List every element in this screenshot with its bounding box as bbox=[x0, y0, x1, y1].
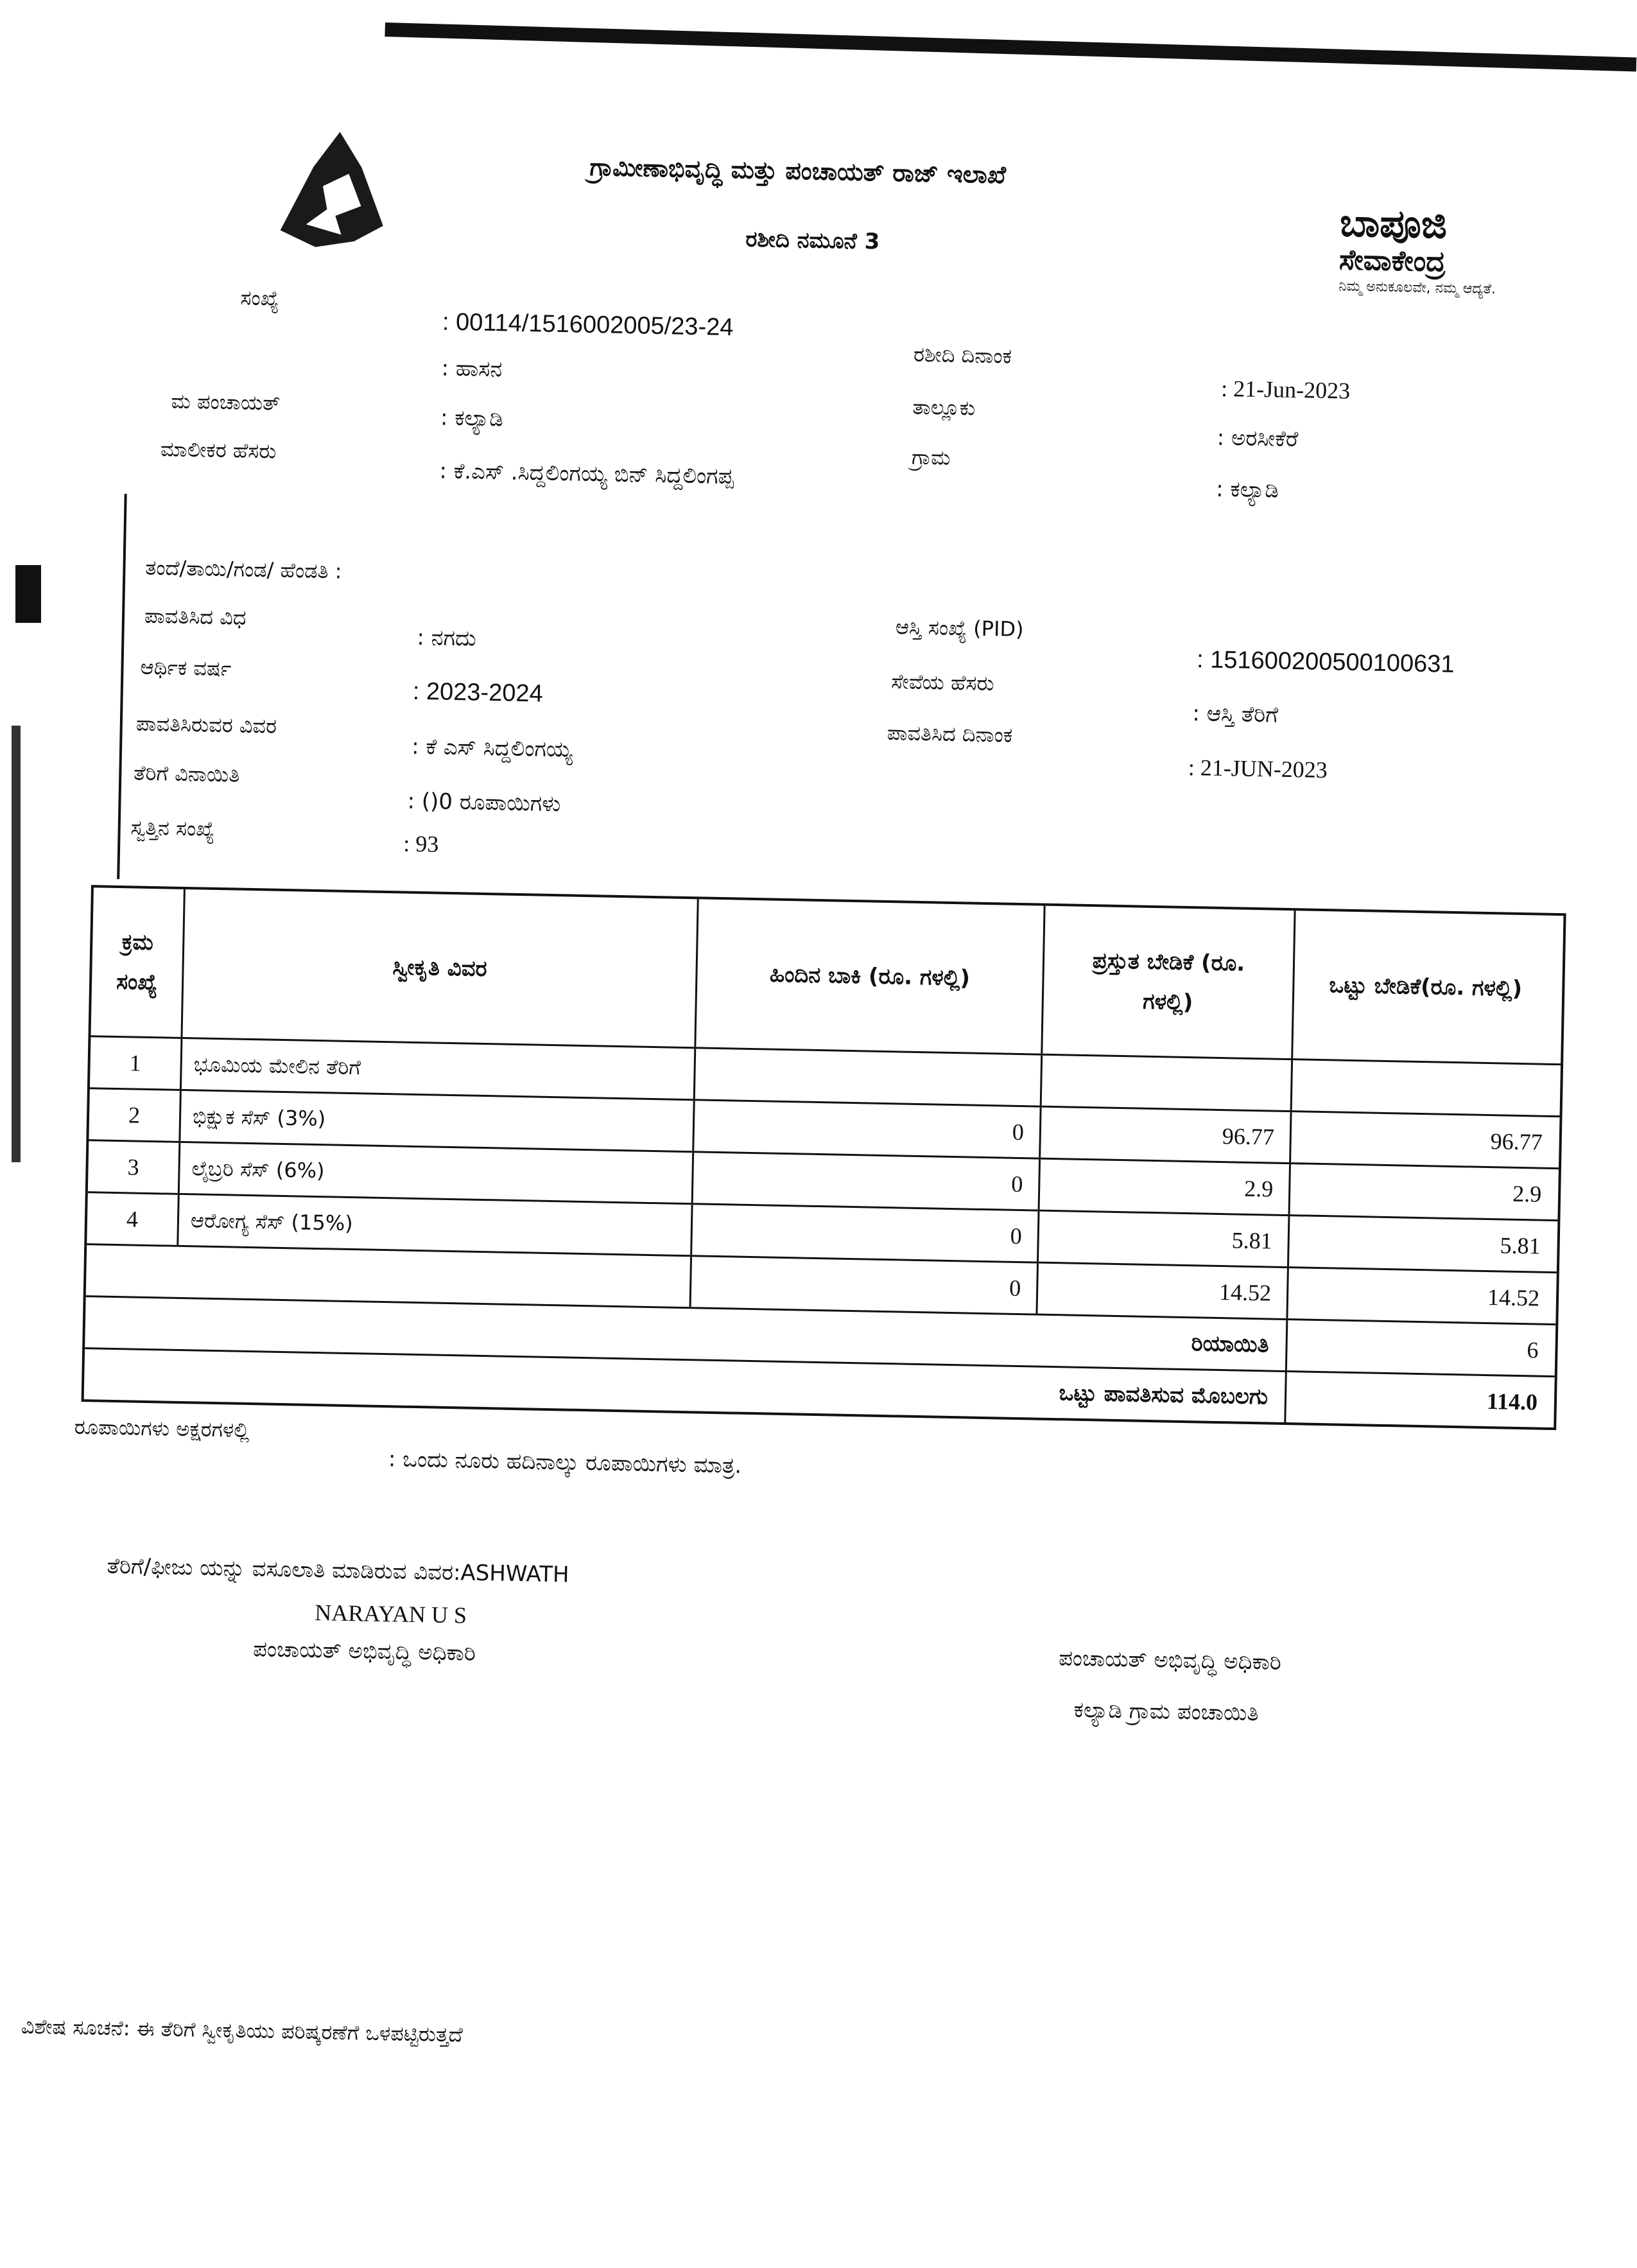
collector-details: ತೆರಿಗೆ/ಫೀಜು ಯನ್ನು ವಸೂಲಾತಿ ಮಾಡಿರುವ ವಿವರ:ASHWATH bbox=[107, 1553, 569, 1588]
service-name-value: : ಆಸ್ತಿ ತೆರಿಗೆ bbox=[1192, 701, 1279, 728]
header-serial-no: ಕ್ರಮ ಸಂಖ್ಯೆ bbox=[116, 929, 158, 996]
special-note: ವಿಶೇಷ ಸೂಚನೆ: ಈ ತೆರಿಗೆ ಸ್ವೀಕೃತಿಯು ಪರಿಷ್ಕರಣೆಗೆ ಒಳಪಟ್ಟಿರುತ್ತದೆ bbox=[21, 2014, 463, 2047]
signatory-designation: ಪಂಚಾಯತ್ ಅಭಿವೃದ್ಧಿ ಅಧಿಕಾರಿ bbox=[1058, 1645, 1282, 1675]
property-number-label: ಸ್ವತ್ತಿನ ಸಂಖ್ಯೆ bbox=[130, 815, 215, 841]
row-description: ಭಿಕ್ಷುಕ ಸೆಸ್ (3%) bbox=[178, 1091, 693, 1151]
collector-name: NARAYAN U S bbox=[314, 1600, 467, 1628]
taluk-label: ತಾಲ್ಲೂಕು bbox=[912, 394, 976, 421]
grand-total-label: ಒಟ್ಟು ಪಾವತಿಸುವ ಮೊಬಲಗು bbox=[1059, 1380, 1269, 1410]
row-description: ಆರೋಗ್ಯ ಸೆಸ್ (15%) bbox=[177, 1195, 691, 1255]
row-total-demand: 5.81 bbox=[1287, 1216, 1552, 1271]
row-description: ಲೈಬ್ರರಿ ಸೆಸ್ (6%) bbox=[178, 1143, 692, 1203]
property-number-value: : 93 bbox=[403, 830, 439, 857]
header-current-demand: ಪ್ರಸ್ತುತ ಬೇಡಿಕೆ (ರೂ. ಗಳಲ್ಲಿ) bbox=[1041, 906, 1294, 1058]
discount-label: ರಿಯಾಯಿತಿ bbox=[1191, 1330, 1269, 1358]
receipt-date-value: : 21-Jun-2023 bbox=[1220, 375, 1351, 404]
subtotal-previous-balance: 0 bbox=[689, 1257, 1037, 1313]
header-total-demand: ಒಟ್ಟು ಬೇಡಿಕೆ(ರೂ. ಗಳಲ್ಲಿ) bbox=[1291, 911, 1558, 1063]
emblem-icon bbox=[277, 128, 388, 252]
pid-label: ಆಸ್ತಿ ಸಂಖ್ಯೆ (PID) bbox=[895, 615, 1024, 641]
department-title: ಗ್ರಾಮೀಣಾಭಿವೃದ್ಧಿ ಮತ್ತು ಪಂಚಾಯತ್ ರಾಜ್ ಇಲಾಖೆ bbox=[589, 152, 1007, 189]
header-description: ಸ್ವೀಕೃತಿ ವಿವರ bbox=[180, 889, 697, 1047]
row-previous-balance bbox=[693, 1049, 1041, 1105]
receipt-table bbox=[82, 885, 1566, 1430]
pid-value: : 151600200500100631 bbox=[1196, 646, 1455, 678]
grand-total-value: 114.0 bbox=[1284, 1372, 1549, 1427]
tax-exemption-value: : ()0 ರೂಪಾಯಿಗಳು bbox=[407, 788, 561, 817]
row-serial-no: 3 bbox=[127, 1154, 139, 1180]
row-previous-balance: 0 bbox=[690, 1205, 1037, 1261]
village-label: ಗ್ರಾಮ bbox=[911, 444, 951, 470]
financial-year-label: ಆರ್ಥಿಕ ವರ್ಷ bbox=[140, 654, 232, 681]
row-total-demand: 2.9 bbox=[1288, 1164, 1554, 1219]
subtotal-current-demand: 14.52 bbox=[1035, 1264, 1286, 1318]
logo-subtitle: ಸೇವಾಕೇಂದ್ರ bbox=[1338, 243, 1446, 279]
signatory-office: ಕಲ್ಯಾಡಿ ಗ್ರಾಮ ಪಂಚಾಯಿತಿ bbox=[1073, 1697, 1259, 1727]
sankhye-value: : 00114/1516002005/23-24 bbox=[442, 308, 734, 342]
financial-year-value: : 2023-2024 bbox=[412, 677, 544, 708]
form-title: ರಶೀದಿ ನಮೂನೆ 3 bbox=[745, 226, 880, 255]
row-serial-no: 4 bbox=[126, 1206, 139, 1232]
row-previous-balance: 0 bbox=[692, 1101, 1039, 1157]
section-border bbox=[117, 494, 127, 879]
gram-panchayat-value: : ಕಲ್ಯಾಡಿ bbox=[440, 405, 504, 432]
payment-mode-value: : ನಗದು bbox=[417, 624, 477, 652]
owner-name-value: : ಕೆ.ಎಸ್ .ಸಿದ್ದಲಿಂಗಯ್ಯ ಬಿನ್ ಸಿದ್ದಲಿಂಗಪ್ಪ bbox=[439, 458, 734, 490]
payer-details-label: ಪಾವತಿಸಿರುವರ ವಿವರ bbox=[135, 711, 277, 738]
row-current-demand: 2.9 bbox=[1038, 1160, 1289, 1214]
gram-panchayat-label: ಮ ಪಂಚಾಯತ್ bbox=[171, 388, 281, 415]
row-description: ಭೂಮಿಯ ಮೇಲಿನ ತೆರಿಗೆ bbox=[180, 1039, 694, 1099]
row-total-demand bbox=[1290, 1060, 1555, 1115]
row-serial-no: 1 bbox=[129, 1050, 142, 1076]
collector-designation: ಪಂಚಾಯತ್ ಅಭಿವೃದ್ಧಿ ಅಧಿಕಾರಿ bbox=[252, 1636, 476, 1666]
sankhye-label: ಸಂಖ್ಯೆ bbox=[240, 285, 280, 311]
header-previous-balance: ಹಿಂದಿನ ಬಾಕಿ (ರೂ. ಗಳಲ್ಲಿ) bbox=[694, 899, 1043, 1053]
village-value: : ಕಲ್ಯಾಡಿ bbox=[1215, 476, 1279, 503]
owner-name-label: ಮಾಲೀಕರ ಹೆಸರು bbox=[160, 437, 277, 464]
row-current-demand bbox=[1040, 1056, 1291, 1110]
row-current-demand: 5.81 bbox=[1037, 1212, 1288, 1266]
logo-tagline: ನಿಮ್ಮ ಅನುಕೂಲವೇ, ನಮ್ಮ ಆದ್ಯತೆ. bbox=[1338, 278, 1496, 298]
bapuji-logo bbox=[1338, 202, 1498, 299]
row-total-demand: 96.77 bbox=[1289, 1112, 1554, 1167]
paid-date-label: ಪಾವತಿಸಿದ ದಿನಾಂಕ bbox=[887, 720, 1013, 747]
relation-label: ತಂದೆ/ತಾಯಿ/ಗಂಡ/ ಹೆಂಡತಿ : bbox=[145, 555, 342, 584]
taluk-value: : ಅರಸೀಕೆರೆ bbox=[1217, 424, 1299, 453]
paid-date-value: : 21-JUN-2023 bbox=[1188, 754, 1328, 783]
payer-details-value: : ಕೆ ಎಸ್ ಸಿದ್ದಲಿಂಗಯ್ಯ bbox=[411, 733, 573, 763]
discount-value: 6 bbox=[1285, 1320, 1550, 1375]
tax-exemption-label: ತೆರಿಗೆ ವಿನಾಯಿತಿ bbox=[134, 760, 240, 787]
amount-words-label: ರೂಪಾಯಿಗಳು ಅಕ್ಷರಗಳಲ್ಲಿ bbox=[74, 1414, 250, 1443]
district-value: : ಹಾಸನ bbox=[441, 355, 503, 383]
amount-words-value: : ಒಂದು ನೂರು ಹದಿನಾಲ್ಕು ರೂಪಾಯಿಗಳು ಮಾತ್ರ. bbox=[388, 1446, 742, 1479]
row-current-demand: 96.77 bbox=[1039, 1108, 1290, 1162]
logo-title: ಬಾಪೂಜಿ bbox=[1339, 200, 1448, 248]
row-previous-balance: 0 bbox=[691, 1153, 1039, 1209]
table-header-row bbox=[91, 887, 1564, 1063]
payment-mode-label: ಪಾವತಿಸಿದ ವಿಧ bbox=[144, 603, 247, 630]
row-serial-no: 2 bbox=[128, 1102, 141, 1128]
receipt-date-label: ರಶೀದಿ ದಿನಾಂಕ bbox=[913, 342, 1012, 369]
service-name-label: ಸೇವೆಯ ಹೆಸರು bbox=[890, 669, 994, 696]
subtotal-total-demand: 14.52 bbox=[1286, 1268, 1551, 1323]
